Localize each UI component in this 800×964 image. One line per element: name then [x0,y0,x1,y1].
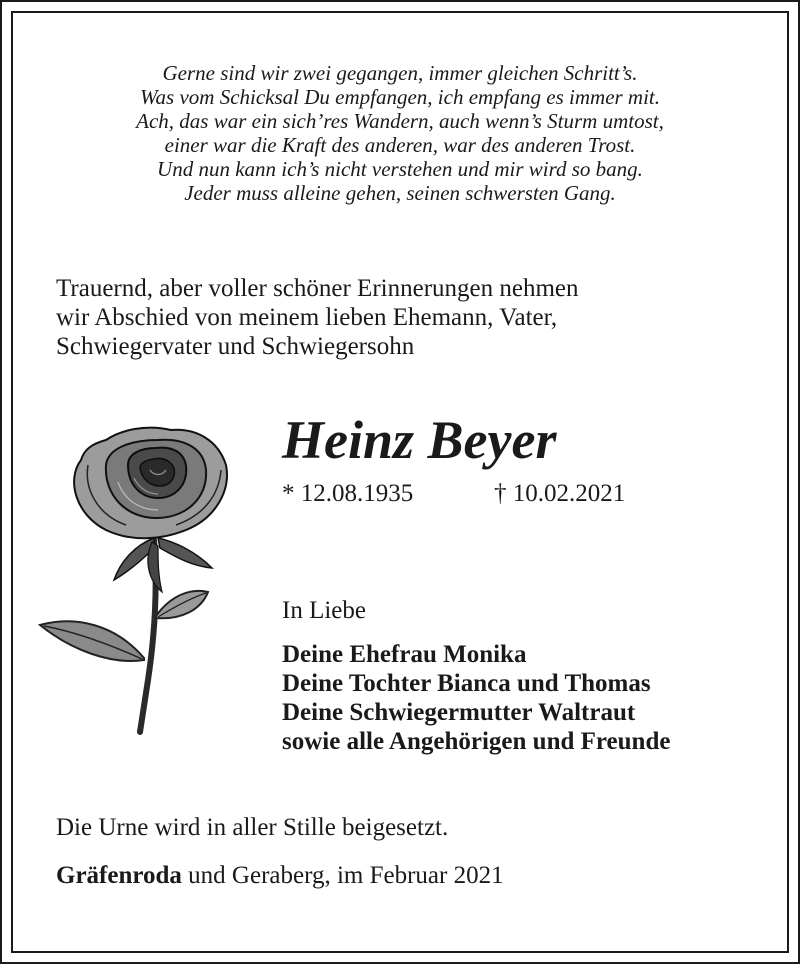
mourner-line: Deine Schwiegermutter Waltraut [282,699,636,726]
place-rest: und Geraberg, im Februar 2021 [181,862,504,889]
poem [0,61,800,205]
poem-line: Was vom Schicksal Du empfangen, ich empfang es immer mit. [139,85,661,109]
urn-note: Die Urne wird in aller Stille beigesetzt. [56,814,449,841]
deceased-name: Heinz Beyer [282,410,557,470]
poem-line: Jeder muss alleine gehen, seinen schwersten Gang. [184,181,616,205]
intro-line: Schwiegervater und Schwiegersohn [56,333,415,360]
mourners-list [282,640,670,756]
intro-text [56,274,579,361]
mourner-line: sowie alle Angehörigen und Freunde [282,728,671,755]
mourner-line: Deine Ehefrau Monika [282,641,527,668]
rose-icon [36,420,236,740]
mourner-line: Deine Tochter Bianca und Thomas [282,670,651,697]
poem-line: Gerne sind wir zwei gegangen, immer gleichen Schritt’s. [162,61,638,85]
mourners-intro: In Liebe [282,597,366,624]
place-date [56,861,504,891]
place-bold: Gräfenroda [56,862,182,889]
life-dates [282,479,626,509]
poem-line: einer war die Kraft des anderen, war des anderen Trost. [164,133,636,157]
poem-line: Und nun kann ich’s nicht verstehen und mir wird so bang. [157,157,643,181]
birth-date: * 12.08.1935 [282,480,414,507]
intro-line: wir Abschied von meinem lieben Ehemann, Vater, [56,304,558,331]
death-date: † 10.02.2021 [494,480,626,507]
intro-line: Trauernd, aber voller schöner Erinnerungen nehmen [56,275,579,302]
poem-line: Ach, das war ein sich’res Wandern, auch wenn’s Sturm umtost, [136,109,664,133]
